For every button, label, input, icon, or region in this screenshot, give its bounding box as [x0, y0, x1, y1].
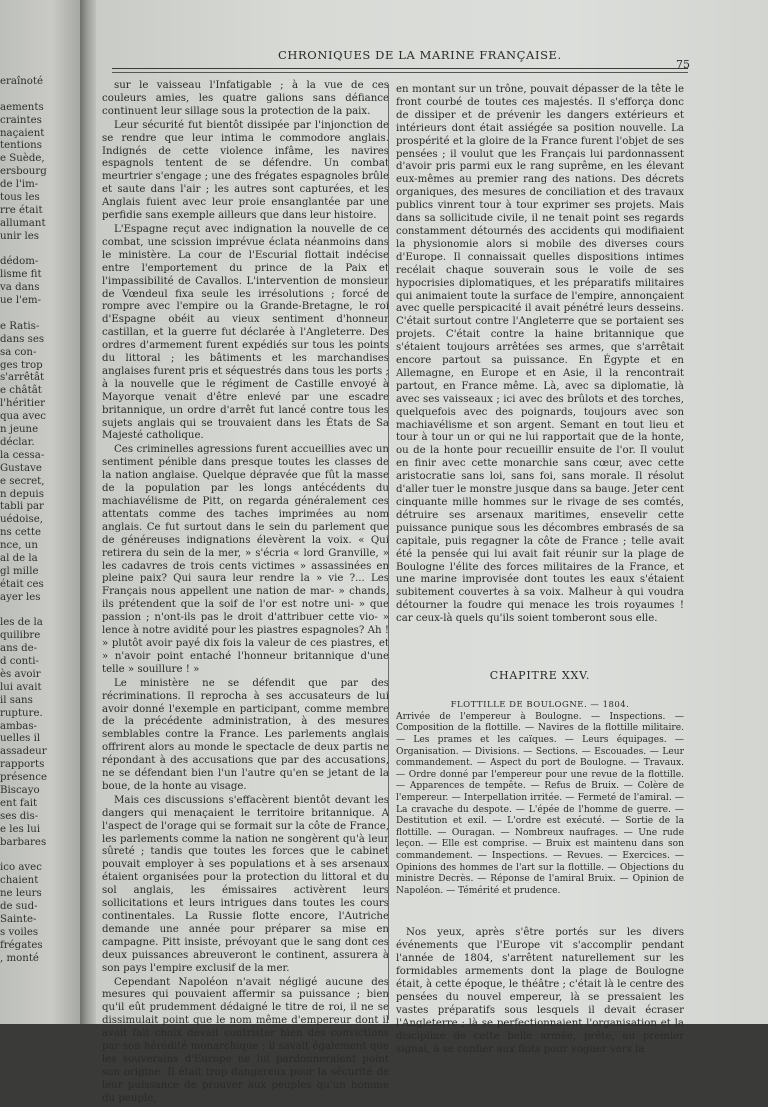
facing-page-line: uelles il	[0, 733, 41, 745]
facing-page-line	[0, 849, 86, 862]
facing-page-line	[0, 244, 86, 257]
facing-page-line: , monté	[0, 952, 39, 964]
paragraph: Mais ces discussions s'effacèrent bientôt devant les dangers qui menaçaient le territoire britannique. A l'aspect de l'orage qui se formait sur la côte de France, les parlements comme la nation ne songèrent qu'à leur sûreté ; tandis que toutes les forces que le cabinet pouvait employer à ses populations et à ses arsenaux étaient organisées pour la protection du littoral et du sol anglais, les émissaires activèrent leurs sollicitations et leurs intrigues dans toutes les cours continentales. La Russie flotte encore, l'Autriche demande une année pour préparer sa mise en campagne. Pitt insiste, prévoyant que le sang dont ces deux puissances abreuveront le continent, assurera à son pays l'empire exclusif de la mer.	[102, 794, 389, 974]
paragraph: L'Espagne reçut avec indignation la nouvelle de ce combat, une scission imprévue éclata néanmoins dans le ministère. La cour de l'Escurial flottait indécise entre l'emportement du prince de la Paix et l'impassibilité de Cavallos. L'intervention de monsieur de Vœndeul fixa seule les irrésolutions ; forcé de rompre avec l'empire ou la Grande-Bretagne, le roi d'Espagne obéit au vieux sentiment d'honneur castillan, et la guerre fut déclarée à l'Angleterre. Des ordres d'armement furent expédiés sur tous les points du littoral ; les bâtiments et les marchandises anglaises furent pris et séquestrés dans tous les ports ; à la nouvelle que le régiment de Castille envoyé à Mayorque venait d'être enlevé par une escadre britannique, un ordre d'arrêt fut lancé contre tous les sujets anglais qui se trouvaient dans les États de Sa Majesté catholique.	[102, 223, 389, 442]
facing-page-line: ne leurs	[0, 888, 42, 900]
paragraph: Ces criminelles agressions furent accueillies avec un sentiment pénible dans presque toutes les classes de la nation anglaise. Quelque dépravée que fût la masse de la population par les longs antécédents du machiavélisme de Pitt, on regarda généralement ces attentats comme des taches imprimées au nom anglais. Ce fut surtout dans le sein du parlement que de généreuses indignations élevèrent la voix. « Qui retirera du sein de la mer, » s'écria « lord Granville, » les cadavres de trois cents victimes » assassinées en pleine paix? Qui saura leur rendre la » vie ?... Les Français nous appellent une nation de mar- » chands, ils prétendent que la soif de l'or est notre uni- » que passion ; n'ont-ils pas le droit d'attribuer cette vio- » lence à notre avidité pour les piastres espagnoles? Ah ! » plutôt avoir payé dix fois la valeur de ces piastres, et » n'avoir point entaché l'honneur britannique d'une telle » souillure ! »	[102, 444, 389, 675]
facing-page-line: rre était	[0, 204, 43, 216]
paragraph: Nos yeux, après s'être portés sur les divers événements que l'Europe vit s'accomplir pendant l'année de 1804, s'arrêtent naturellement sur les formidables armements dont la plage de Boulogne était, à cette époque, le théâtre ; c'était là le centre des pensées du nouvel empereur, là se pressaient les vastes préparatifs sous lesquels il devait écraser l'Angleterre ; là se perfectionnaient l'organisation et la discipline de cette belle armée, prête, au premier signal, à se confier aux flots pour voguer vers la	[396, 927, 684, 1055]
facing-page-line: les de la	[0, 617, 43, 629]
facing-page-line: ambas-	[0, 720, 37, 732]
facing-page-line: aements	[0, 101, 44, 113]
facing-page-line: Gustave	[0, 462, 42, 474]
paragraph: Cependant Napoléon n'avait négligé aucune des mesures qui pouvaient affermir sa puissance ; bien qu'il eût prudemment dédaigné le titre de roi, il ne se dissimulait point que le nom même d'empereur dont il avait fait choix devait contrister bien des convictions par son hérédité monarchique ; il savait également que les souverains d'Europe ne lui pardonneraient point son origine. Il était trop dangereux pour la sécurité de leur puissance de prouver aux peuples qu'un homme du peuple,	[102, 976, 389, 1104]
facing-page-line: rupture.	[0, 707, 43, 719]
facing-page-line: chaient	[0, 875, 39, 887]
chapter-heading: CHAPITRE XXV.	[489, 669, 591, 683]
facing-page-line: d conti-	[0, 656, 39, 668]
facing-page-line: naçaient	[0, 127, 45, 139]
facing-page-line: unir les	[0, 230, 40, 242]
facing-page-line: nce, un	[0, 540, 38, 552]
paragraph: en montant sur un trône, pouvait dépasser de la tête le front courbé de toutes ces majestés. Il s'efforça donc de dissiper et de prévenir les dangers extérieurs et intérieurs dont était assiégée sa position nouvelle. La prospérité et la gloire de la France furent l'objet de ses pensées ; il voulut que les Français lui pardonnassent d'avoir pris parmi eux le rang suprême, en les élevant eux-mêmes au premier rang des nations. Des décrets organiques, des mesures de conciliation et des travaux publics vinrent tour à tour exprimer ses projets. Mais dans sa sollicitude civile, il ne tenait point ses regards constamment détournés des accidents qui modifiaient la physionomie alors si mobile des diverses cours d'Europe. Il connaissait quelles dispositions intimes recélait chaque souverain sous le voile de ses hypocrisies diplomatiques, et les préparatifs militaires qui animaient toute la surface de l'empire, annonçaient avec quelle perspicacité il avait pénétré leurs desseins. C'était surtout contre l'Angleterre que se portaient ses projets. C'était contre la haine britannique que s'étaient toujours arrêtées ses armes, que s'arrêtait encore partout sa puissance. En Égypte et en Allemagne, en Europe et en Asie, il la rencontrait partout, en France même. Là, avec sa diplomatie, là avec ses vaisseaux ; ici avec des brûlots et des torches, quelquefois avec des poignards, toujours avec son machiavélisme et son argent. Semant en tout lieu et tour à tour un or qui ne lui rapportait que de la honte, ou de la honte pour recueillir ensuite de l'or. Il voulut en finir avec cette monarchie sans cœur, avec cette aristocratie sans loi, sans foi, sans morale. Il résolut d'aller tuer le monstre jusque dans sa bauge. Jeter cent cinquante mille hommes sur le rivage de ses comtés, détruire ses arsenaux maritimes, ensevelir cette puissance punique sous les décombres embrasés de sa capitale, puis regagner la côte de France ; telle avait été la pensée qui lui avait fait réunir sur la plage de Boulogne l'élite des forces militaires de la France, et une marine improvisée dont toutes les eaux s'étaient subitement couvertes à sa voix. Malheur à qui voudra détourner la foudre qui menace les trois royaumes ! car ceux-là quels qu'ils soient tomberont sous elle.	[396, 84, 684, 625]
facing-page-line: e les lui	[0, 823, 41, 835]
facing-page-line: était ces	[0, 578, 44, 590]
facing-page-line: s voiles	[0, 926, 39, 938]
facing-page-line: la cessa-	[0, 449, 45, 461]
facing-page-line	[0, 89, 86, 102]
facing-page-line: s'arrêtât	[0, 372, 45, 384]
facing-page-line: ersbourg	[0, 166, 47, 178]
facing-page-line: frégates	[0, 939, 43, 951]
facing-page-line: assadeur	[0, 746, 47, 758]
facing-page-line: ico avec	[0, 862, 42, 874]
facing-page-line: e Ratis-	[0, 320, 40, 332]
facing-page-line: ent fait	[0, 797, 38, 809]
facing-page-line: e châtât	[0, 385, 42, 397]
facing-page-line: rapports	[0, 759, 45, 771]
left-column	[102, 80, 389, 1107]
facing-page-line: dédom-	[0, 256, 39, 268]
header-rule-thin	[112, 72, 688, 73]
facing-page-line: tentions	[0, 140, 42, 152]
facing-page-line: sa con-	[0, 346, 37, 358]
facing-page-line: ges trop	[0, 359, 43, 371]
facing-page-line: quilibre	[0, 630, 41, 642]
facing-page-line: dans ses	[0, 333, 45, 345]
facing-page-line: eraînoté	[0, 76, 44, 87]
chapter-subtitle: FLOTTILLE DE BOULOGNE. — 1804.	[450, 699, 630, 710]
facing-page-line: allumant	[0, 217, 46, 229]
right-column	[396, 84, 684, 1056]
facing-page-line: Biscayo	[0, 784, 40, 796]
facing-page-line: Sainte-	[0, 913, 37, 925]
facing-page-line: de l'im-	[0, 179, 39, 191]
facing-page-line: ses dis-	[0, 810, 39, 822]
book-page	[96, 0, 768, 1104]
facing-page-line: tabli par	[0, 501, 44, 513]
facing-page-line: ès avoir	[0, 668, 41, 680]
chapter-summary: Arrivée de l'empereur à Boulogne. — Inspections. — Composition de la flottille. — Navires de la flottille militaire. — Les prames et les caïques. — Leurs équipages. — Organisation. — Divisions. — Sections. — Escouades. — Leur commandement. — Aspect du port de Boulogne. — Travaux. — Ordre donné par l'empereur pour une revue de la flottille. — Apparences de tempête. — Refus de Bruix. — Colère de l'empereur. — Interpellation irritée. — Fermeté de l'amiral. — La cravache du despote. — L'épée de l'homme de guerre. — Destitution et exil. — L'ordre est exécuté. — Sortie de la flottille. — Ouragan. — Nombreux naufrages. — Une rude leçon. — Elle est comprise. — Bruix est maintenu dans son commandement. — Inspections. — Revues. — Exercices. — Opinions des hommes de l'art sur la flottille. — Objections du ministre Decrès. — Réponse de l'amiral Bruix. — Opinion de Napoléon. — Témérité et prudence.	[396, 711, 684, 896]
page-number: 75	[676, 58, 690, 71]
facing-page-text	[0, 76, 86, 965]
facing-page-line: n depuis	[0, 488, 44, 500]
column-divider	[388, 84, 389, 1020]
paragraph: sur le vaisseau l'Infatigable ; à la vue de ces couleurs amies, les quatre galions sans défiance continuent leur sillage sous la protection de la paix.	[102, 80, 389, 117]
facing-page-line: lui avait	[0, 681, 42, 693]
facing-page-line: ayer les	[0, 591, 41, 603]
facing-page-line	[0, 605, 86, 618]
facing-page-line: gl mille	[0, 565, 39, 577]
facing-page-line: va dans	[0, 282, 40, 294]
facing-page-line: l'héritier	[0, 398, 46, 410]
facing-page-line: présence	[0, 772, 47, 784]
facing-page-line: tous les	[0, 192, 40, 204]
facing-page-line: barbares	[0, 836, 47, 848]
facing-page-line: al de la	[0, 552, 38, 564]
facing-page-line: il sans	[0, 694, 33, 706]
facing-page-line: de sud-	[0, 901, 38, 912]
facing-page-line: déclar.	[0, 436, 35, 448]
facing-page-line: ans de-	[0, 643, 38, 655]
paragraph: Leur sécurité fut bientôt dissipée par l'injonction de se rendre que leur intima le commodore anglais. Indignés de cette violence infâme, les navires espagnols tentent de se défendre. Un combat meurtrier s'engage ; une des frégates espagnoles brûle et saute dans l'air ; les autres sont capturées, et les Anglais fuient avec leur proie ensanglantée par une perfidie sans exemple ailleurs que dans leur histoire.	[102, 119, 389, 222]
running-title: CHRONIQUES DE LA MARINE FRANÇAISE.	[278, 48, 562, 62]
facing-page-line: ue l'em-	[0, 295, 42, 307]
facing-page-line: uédoise,	[0, 514, 43, 526]
facing-page-line: lisme fit	[0, 269, 42, 281]
facing-page-line: qua avec	[0, 411, 46, 423]
facing-page-line	[0, 308, 86, 321]
facing-page-line: ns cette	[0, 527, 41, 539]
header-rule	[112, 68, 688, 69]
facing-page-line: e Suède,	[0, 153, 45, 165]
facing-page-line: e secret,	[0, 475, 45, 487]
facing-page-line: craintes	[0, 114, 42, 126]
facing-page	[0, 0, 86, 1024]
facing-page-line: n jeune	[0, 424, 39, 436]
paragraph: Le ministère ne se défendit que par des récriminations. Il reprocha à ses accusateurs de lui avoir donné l'exemple en participant, comme membre de la précédente administration, à des mesures semblables contre la France. Les parlements anglais offrirent alors au monde le spectacle de deux partis ne répondant à des accusations que par des accusations, ne se défendant bien l'un l'autre qu'en se jetant de la boue, de la honte au visage.	[102, 677, 389, 792]
